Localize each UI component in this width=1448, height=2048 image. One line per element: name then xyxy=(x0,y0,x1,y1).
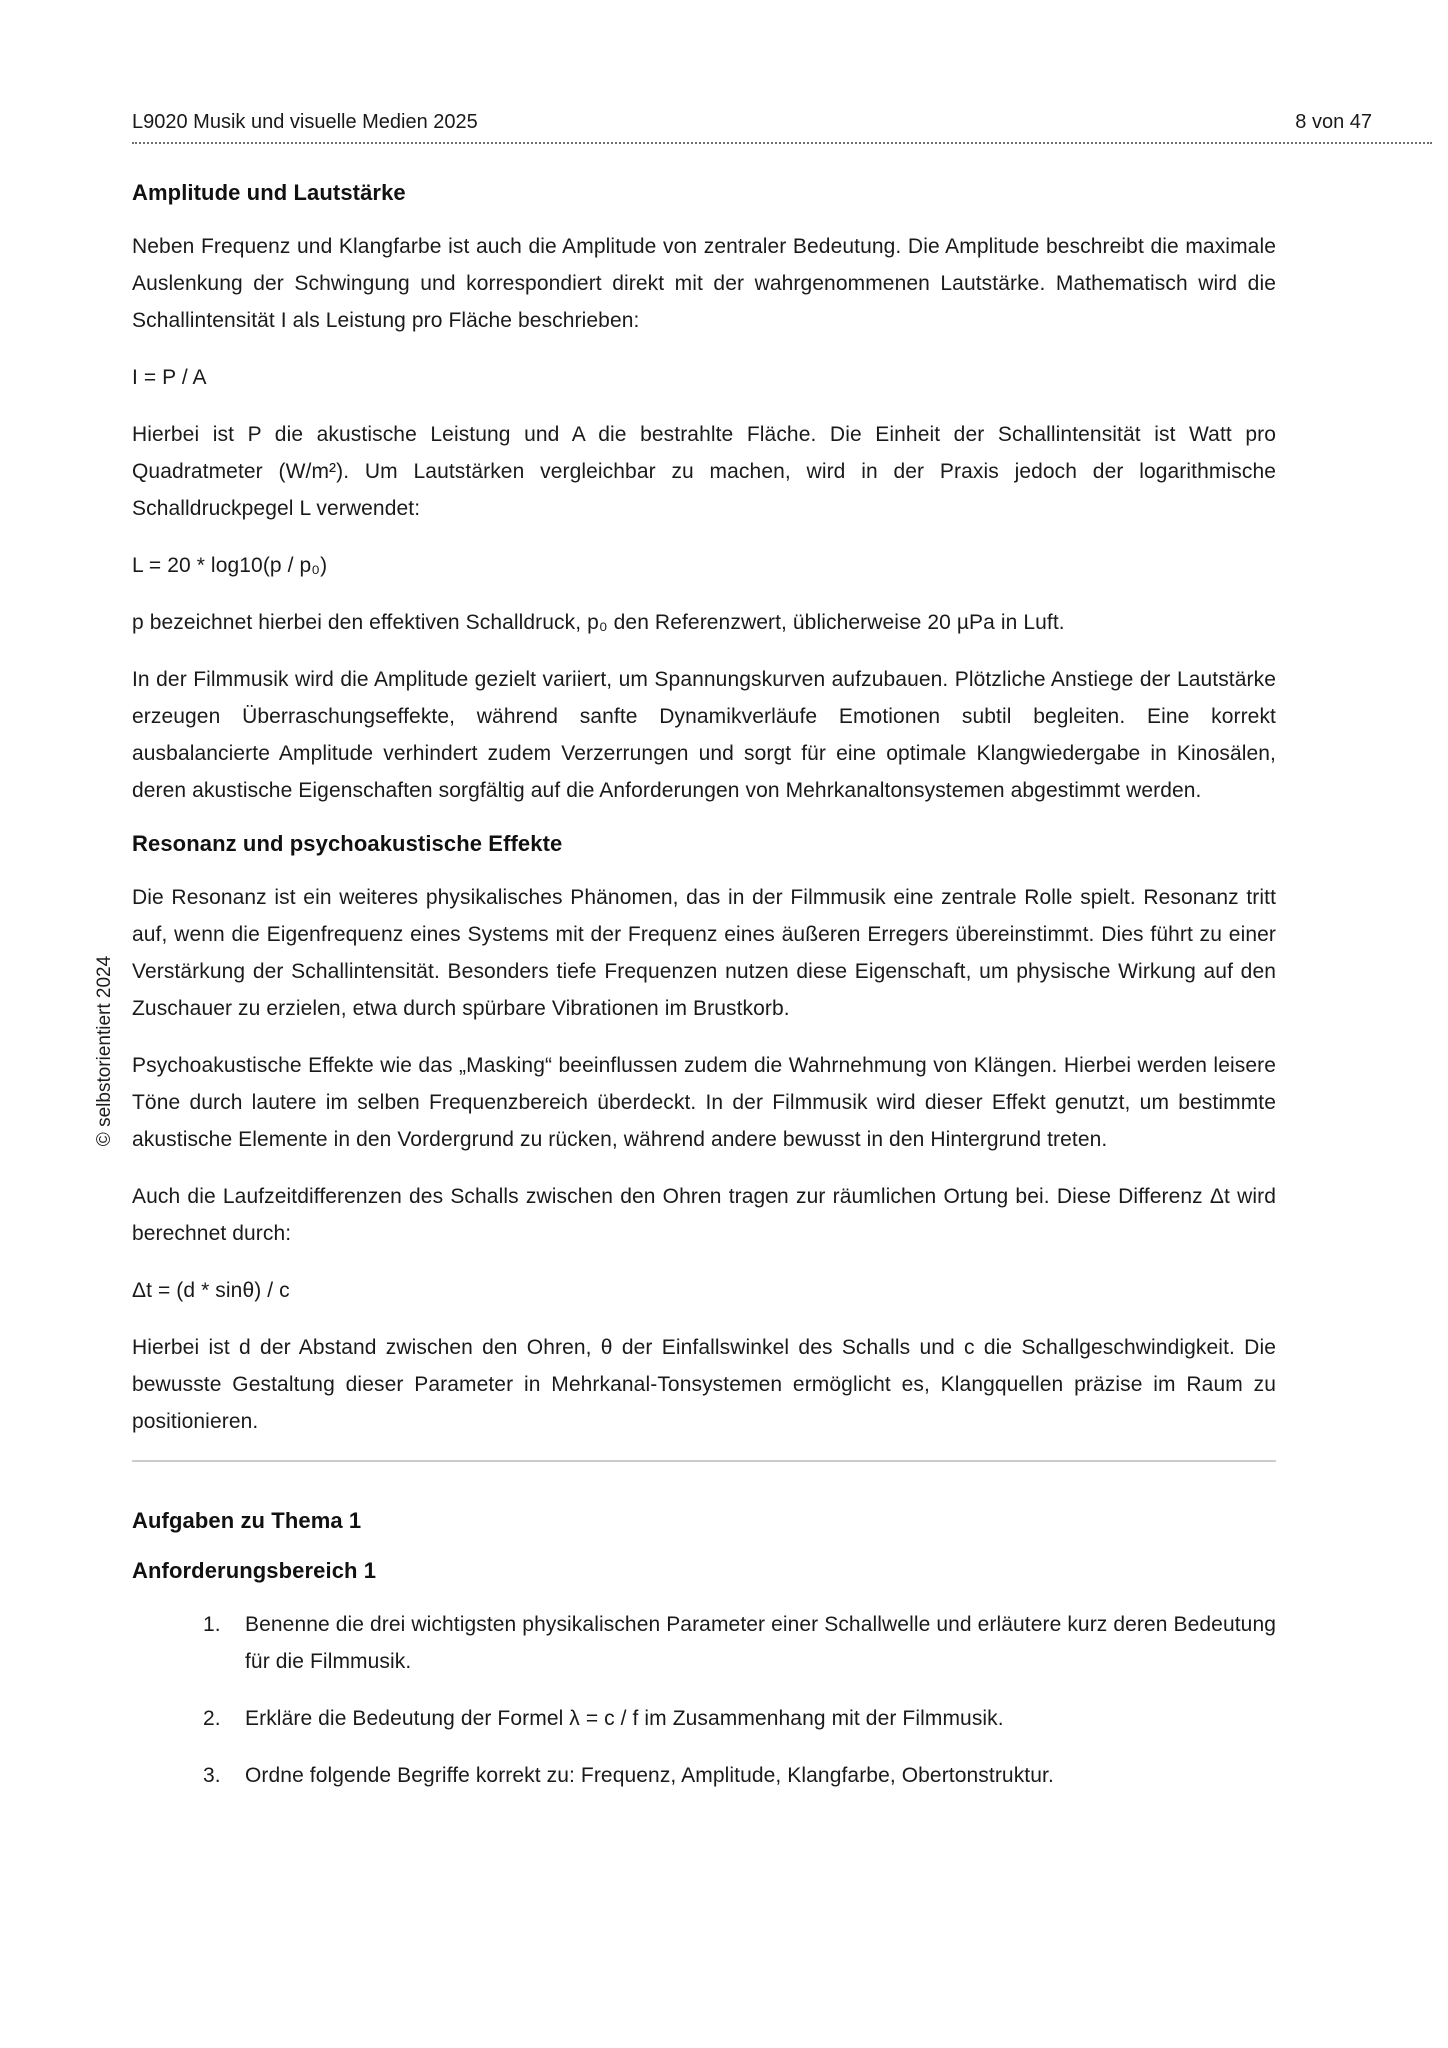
task-item-3 xyxy=(203,1757,1276,1794)
paragraph-resonance: Die Resonanz ist ein weiteres physikalisches Phänomen, das in der Filmmusik eine zentrale Rolle spielt. Resonanz tritt auf, wenn die Eigenfrequenz eines Systems mit der Frequenz eines äußeren Erregers übereinstimmt. Dies führt zu einer Verstärkung der Schallintensität. Besonders tiefe Frequenzen nutzen diese Eigenschaft, um physische Wirkung auf den Zuschauer zu erzielen, etwa durch spürbare Vibrationen im Brustkorb. xyxy=(132,886,1276,1020)
header-course-label: L9020 Musik und visuelle Medien 2025 xyxy=(132,111,478,133)
header-page-number: 8 von 47 xyxy=(1295,111,1372,133)
task-number: 1. xyxy=(203,1613,221,1636)
formula-sound-intensity: I = P / A xyxy=(132,366,207,389)
tasks-title: Aufgaben zu Thema 1 xyxy=(132,1508,362,1533)
task-text: Ordne folgende Begriffe korrekt zu: Frequenz, Amplitude, Klangfarbe, Obertonstruktur. xyxy=(245,1764,1054,1787)
paragraph-intensity-unit: Hierbei ist P die akustische Leistung und A die bestrahlte Fläche. Die Einheit der Schallintensität ist Watt pro Quadratmeter (W/m²). Um Lautstärken vergleichbar zu machen, wird in der Praxis jedoch der logarithmische Schalldruckpegel L verwendet: xyxy=(132,423,1276,520)
paragraph-masking: Psychoakustische Effekte wie das „Masking“ beeinflussen zudem die Wahrnehmung von Klängen. Hierbei werden leisere Töne durch lautere im selben Frequenzbereich überdeckt. In der Filmmusik wird dieser Effekt genutzt, um bestimmte akustische Elemente in den Vordergrund zu rücken, während andere bewusst in den Hintergrund treten. xyxy=(132,1054,1276,1151)
task-text: Benenne die drei wichtigsten physikalischen Parameter einer Schallwelle und erläutere kurz deren Bedeutung für die Filmmusik. xyxy=(245,1613,1276,1673)
section-divider xyxy=(132,1460,1276,1462)
task-item-2 xyxy=(203,1700,1276,1737)
task-number: 3. xyxy=(203,1764,221,1787)
paragraph-amplitude-filmmusic: In der Filmmusik wird die Amplitude gezielt variiert, um Spannungskurven aufzubauen. Plötzliche Anstiege der Lautstärke erzeugen Überraschungseffekte, während sanfte Dynamikverläufe Emotionen subtil begleiten. Eine korrekt ausbalancierte Amplitude verhindert zudem Verzerrungen und sorgt für eine optimale Klangwiedergabe in Kinosälen, deren akustische Eigenschaften sorgfältig auf die Anforderungen von Mehrkanaltonsystemen abgestimmt werden. xyxy=(132,668,1276,802)
task-text: Erkläre die Bedeutung der Formel λ = c / f im Zusammenhang mit der Filmmusik. xyxy=(245,1707,1004,1730)
formula-sound-pressure-level: L = 20 * log10(p / p₀) xyxy=(132,554,328,577)
paragraph-amplitude-intro: Neben Frequenz und Klangfarbe ist auch die Amplitude von zentraler Bedeutung. Die Amplitude beschreibt die maximale Auslenkung der Schwingung und korrespondiert direkt mit der wahrgenommenen Lautstärke. Mathematisch wird die Schallintensität I als Leistung pro Fläche beschrieben: xyxy=(132,235,1276,332)
paragraph-pressure-reference: p bezeichnet hierbei den effektiven Schalldruck, p₀ den Referenzwert, üblicherweise 20 µPa in Luft. xyxy=(132,611,1065,634)
task-number: 2. xyxy=(203,1707,221,1730)
paragraph-ear-distance: Hierbei ist d der Abstand zwischen den Ohren, θ der Einfallswinkel des Schalls und c die Schallgeschwindigkeit. Die bewusste Gestaltung dieser Parameter in Mehrkanal-Tonsystemen ermöglicht es, Klangquellen präzise im Raum zu positionieren. xyxy=(132,1336,1276,1433)
copyright-vertical-label: © selbstorientiert 2024 xyxy=(94,955,115,1147)
formula-time-difference: Δt = (d * sinθ) / c xyxy=(132,1279,290,1302)
tasks-subtitle: Anforderungsbereich 1 xyxy=(132,1558,377,1583)
section-title-amplitude: Amplitude und Lautstärke xyxy=(132,180,406,205)
section-title-resonance: Resonanz und psychoakustische Effekte xyxy=(132,831,563,856)
document-body xyxy=(132,0,1276,1814)
task-list xyxy=(132,1606,1276,1794)
paragraph-runtime-differences: Auch die Laufzeitdifferenzen des Schalls zwischen den Ohren tragen zur räumlichen Ortung bei. Diese Differenz Δt wird berechnet durch: xyxy=(132,1185,1276,1245)
task-item-1 xyxy=(203,1606,1276,1680)
